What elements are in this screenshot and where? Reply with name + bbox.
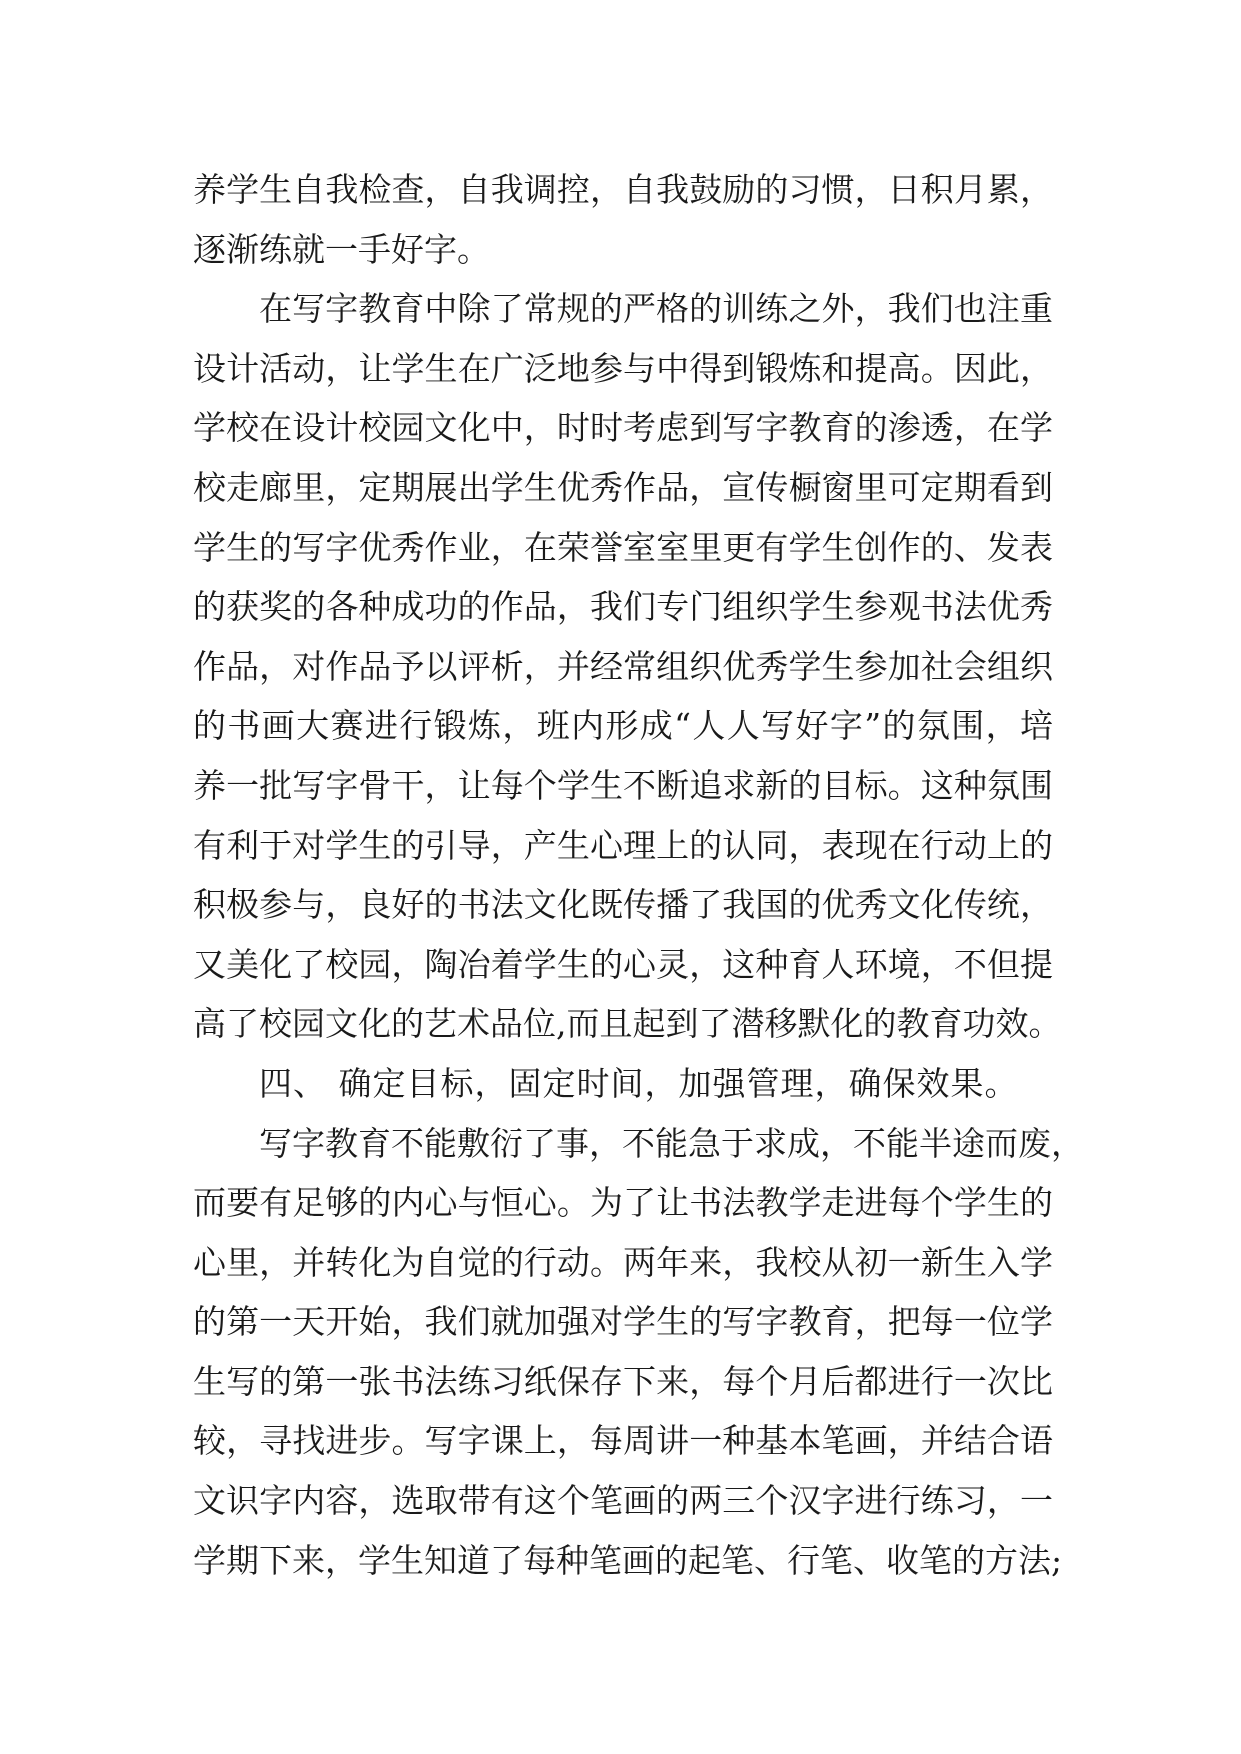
text-line: 校走廊里，定期展出学生优秀作品，宣传橱窗里可定期看到 [193,467,1053,507]
text-line: 的书画大赛进行锻炼，班内形成“人人写好字”的氛围，培 [193,706,1053,746]
paragraph-first-line: 写字教育不能敷衍了事，不能急于求成，不能半途而废， [259,1123,1084,1163]
text-line: 设计活动，让学生在广泛地参与中得到锻炼和提高。因此， [193,348,1053,388]
text-line: 生写的第一张书法练习纸保存下来，每个月后都进行一次比 [193,1361,1053,1401]
text-line: 较，寻找进步。写字课上，每周讲一种基本笔画，并结合语 [193,1421,1053,1461]
text-line: 学校在设计校园文化中，时时考虑到写字教育的渗透，在学 [193,408,1053,448]
text-line: 有利于对学生的引导，产生心理上的认同，表现在行动上的 [193,825,1053,865]
text-line: 逐渐练就一手好字。 [193,229,490,269]
text-line: 学期下来，学生知道了每种笔画的起笔、行笔、收笔的方法; [193,1540,1063,1580]
text-line: 养一批写字骨干，让每个学生不断追求新的目标。这种氛围 [193,765,1053,805]
section-heading: 四、 确定目标，固定时间，加强管理，确保效果。 [259,1063,1019,1103]
text-line: 的获奖的各种成功的作品，我们专门组织学生参观书法优秀 [193,587,1053,627]
text-line: 积极参与，良好的书法文化既传播了我国的优秀文化传统， [193,885,1053,925]
text-line: 学生的写字优秀作业，在荣誉室室里更有学生创作的、发表 [193,527,1053,567]
text-line: 高了校园文化的艺术品位,而且起到了潜移默化的教育功效。 [193,1004,1062,1044]
text-line: 的第一天开始，我们就加强对学生的写字教育，把每一位学 [193,1302,1053,1342]
text-line: 而要有足够的内心与恒心。为了让书法教学走进每个学生的 [193,1183,1053,1223]
text-line: 又美化了校园，陶冶着学生的心灵，这种育人环境，不但提 [193,944,1053,984]
text-line: 心里，并转化为自觉的行动。两年来，我校从初一新生入学 [193,1242,1053,1282]
text-line: 养学生自我检查，自我调控，自我鼓励的习惯，日积月累， [193,170,1053,209]
paragraph-first-line: 在写字教育中除了常规的严格的训练之外，我们也注重 [259,289,1053,329]
text-line: 作品，对作品予以评析，并经常组织优秀学生参加社会组织 [193,646,1053,686]
text-line: 文识字内容，选取带有这个笔画的两三个汉字进行练习，一 [193,1481,1053,1521]
body-text [193,160,1084,1590]
